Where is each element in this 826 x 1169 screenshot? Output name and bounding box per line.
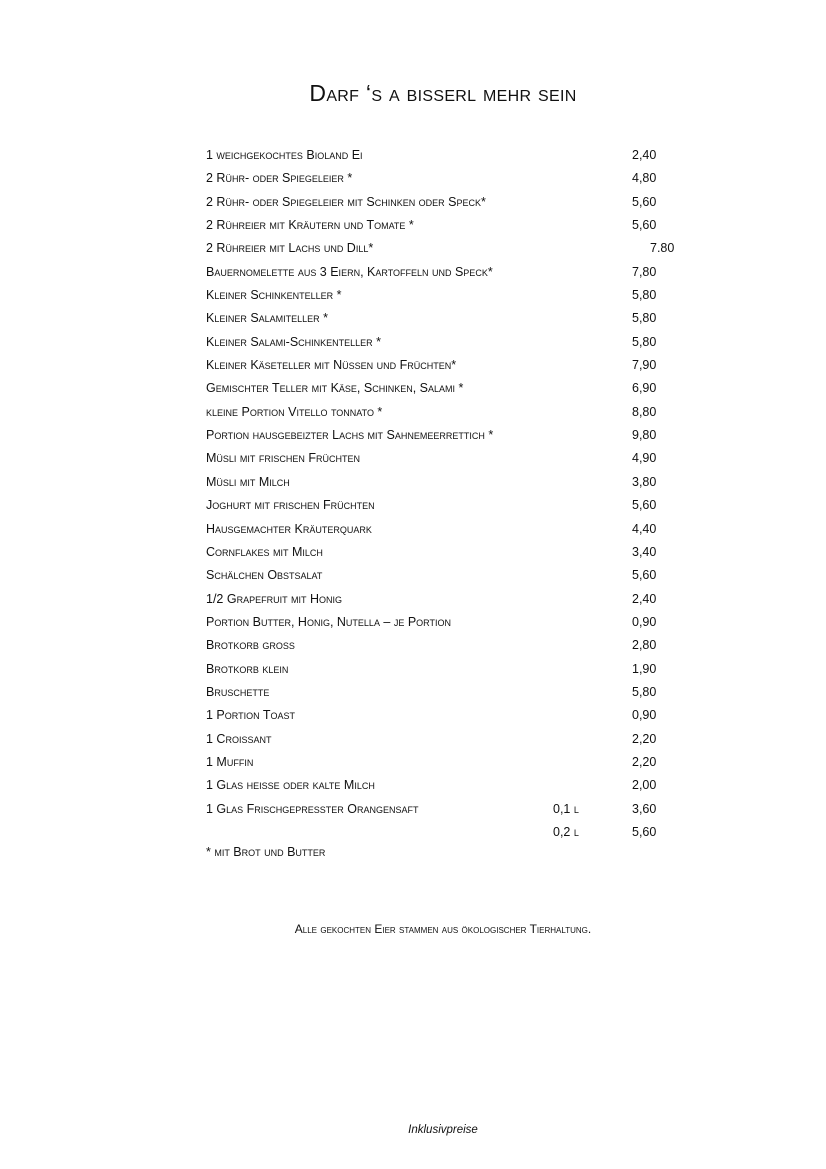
eco-note: Alle gekochten Eier stammen aus ökologischer Tierhaltung. bbox=[294, 922, 592, 936]
menu-item bbox=[206, 822, 676, 845]
item-name: 1 Portion Toast bbox=[206, 708, 295, 723]
item-price: 5,60 bbox=[632, 568, 657, 583]
item-size: 0,1 l bbox=[553, 801, 579, 816]
menu-item bbox=[206, 262, 676, 285]
menu-item bbox=[206, 332, 676, 355]
page-title: Darf ‘s a bisserl mehr sein bbox=[309, 80, 577, 106]
item-price: 7,80 bbox=[632, 264, 657, 279]
menu-item bbox=[206, 775, 676, 798]
item-name: 1/2 Grapefruit mit Honig bbox=[206, 591, 343, 606]
item-name: Müsli mit frischen Früchten bbox=[206, 451, 360, 466]
menu-item bbox=[206, 145, 676, 168]
item-name: 2 Rühr- oder Spiegeleier mit Schinken oder Speck* bbox=[206, 194, 486, 209]
item-price: 5,80 bbox=[632, 288, 657, 303]
item-name: Schälchen Obstsalat bbox=[206, 568, 323, 583]
item-price: 3,40 bbox=[632, 544, 657, 559]
menu-item bbox=[206, 495, 676, 518]
item-name: Gemischter Teller mit Käse, Schinken, Salami * bbox=[206, 381, 464, 396]
item-price: 3,80 bbox=[632, 474, 657, 489]
item-price: 7,90 bbox=[632, 358, 657, 373]
menu-item bbox=[206, 565, 676, 588]
item-name: 1 Glas Frischgepresster Orangensaft bbox=[206, 801, 419, 816]
item-price: 5,60 bbox=[632, 824, 657, 839]
item-price: 3,60 bbox=[632, 801, 657, 816]
menu-item bbox=[206, 448, 676, 471]
menu-item bbox=[206, 659, 676, 682]
menu-item bbox=[206, 402, 676, 425]
inclusive-prices-note: Inklusivpreise bbox=[408, 1124, 478, 1136]
item-name: Kleiner Käseteller mit Nüssen und Früchten* bbox=[206, 358, 457, 373]
item-price: 5,80 bbox=[632, 311, 657, 326]
menu-item bbox=[206, 425, 676, 448]
footnote: * mit Brot und Butter bbox=[206, 845, 326, 859]
menu-item bbox=[206, 705, 676, 728]
item-name: 2 Rühreier mit Lachs und Dill* bbox=[206, 241, 374, 256]
item-price: 5,60 bbox=[632, 498, 657, 513]
menu-item bbox=[206, 799, 676, 822]
item-name: kleine Portion Vitello tonnato * bbox=[206, 404, 383, 419]
item-price: 4,80 bbox=[632, 171, 657, 186]
item-price: 4,90 bbox=[632, 451, 657, 466]
menu-item bbox=[206, 635, 676, 658]
menu-item bbox=[206, 682, 676, 705]
menu-item bbox=[206, 542, 676, 565]
item-price: 5,60 bbox=[632, 218, 657, 233]
item-price: 6,90 bbox=[632, 381, 657, 396]
menu-item bbox=[206, 519, 676, 542]
item-name: Hausgemachter Kräuterquark bbox=[206, 521, 372, 536]
item-name: 2 Rühr- oder Spiegeleier * bbox=[206, 171, 353, 186]
menu-item bbox=[206, 215, 676, 238]
menu-item bbox=[206, 308, 676, 331]
item-name: Brotkorb groß bbox=[206, 638, 295, 653]
menu-item bbox=[206, 729, 676, 752]
item-name: Bauernomelette aus 3 Eiern, Kartoffeln und Speck* bbox=[206, 264, 493, 279]
item-name: Cornflakes mit Milch bbox=[206, 544, 323, 559]
item-price: 7.80 bbox=[650, 241, 675, 256]
item-price: 2,40 bbox=[632, 148, 657, 162]
item-name: Kleiner Salamiteller * bbox=[206, 311, 329, 326]
item-name: Bruschette bbox=[206, 684, 270, 699]
item-name: 1 Glas heisse oder kalte Milch bbox=[206, 778, 375, 793]
menu-item bbox=[206, 192, 676, 215]
item-price: 5,60 bbox=[632, 194, 657, 209]
item-name: 1 Croissant bbox=[206, 731, 272, 746]
item-price: 5,80 bbox=[632, 334, 657, 349]
item-name: Kleiner Schinkenteller * bbox=[206, 288, 342, 303]
menu-list bbox=[206, 145, 676, 845]
menu-item bbox=[206, 285, 676, 308]
item-name: Portion Butter, Honig, Nutella – je Portion bbox=[206, 614, 451, 629]
menu-item bbox=[206, 752, 676, 775]
item-name: 2 Rühreier mit Kräutern und Tomate * bbox=[206, 218, 414, 233]
item-name: Joghurt mit frischen Früchten bbox=[206, 498, 375, 513]
item-price: 8,80 bbox=[632, 404, 657, 419]
item-name: 1 weichgekochtes Bioland Ei bbox=[206, 148, 363, 162]
menu-item bbox=[206, 612, 676, 635]
item-price: 1,90 bbox=[632, 661, 657, 676]
item-size: 0,2 l bbox=[553, 824, 579, 839]
item-price: 2,40 bbox=[632, 591, 657, 606]
item-price: 0,90 bbox=[632, 708, 657, 723]
menu-item bbox=[206, 589, 676, 612]
menu-item bbox=[206, 168, 676, 191]
item-name: Brotkorb klein bbox=[206, 661, 289, 676]
item-name: Portion hausgebeizter Lachs mit Sahnemeerrettich * bbox=[206, 428, 494, 443]
item-price: 0,90 bbox=[632, 614, 657, 629]
item-price: 5,80 bbox=[632, 684, 657, 699]
item-name: Kleiner Salami-Schinkenteller * bbox=[206, 334, 382, 349]
menu-item bbox=[206, 355, 676, 378]
item-price: 2,20 bbox=[632, 731, 657, 746]
item-price: 9,80 bbox=[632, 428, 657, 443]
item-price: 2,20 bbox=[632, 754, 657, 769]
item-name: 1 Muffin bbox=[206, 754, 254, 769]
item-price: 4,40 bbox=[632, 521, 657, 536]
menu-item bbox=[206, 472, 676, 495]
item-price: 2,00 bbox=[632, 778, 657, 793]
item-name: Müsli mit Milch bbox=[206, 474, 290, 489]
menu-item bbox=[206, 378, 676, 401]
menu-item bbox=[206, 238, 676, 261]
item-price: 2,80 bbox=[632, 638, 657, 653]
